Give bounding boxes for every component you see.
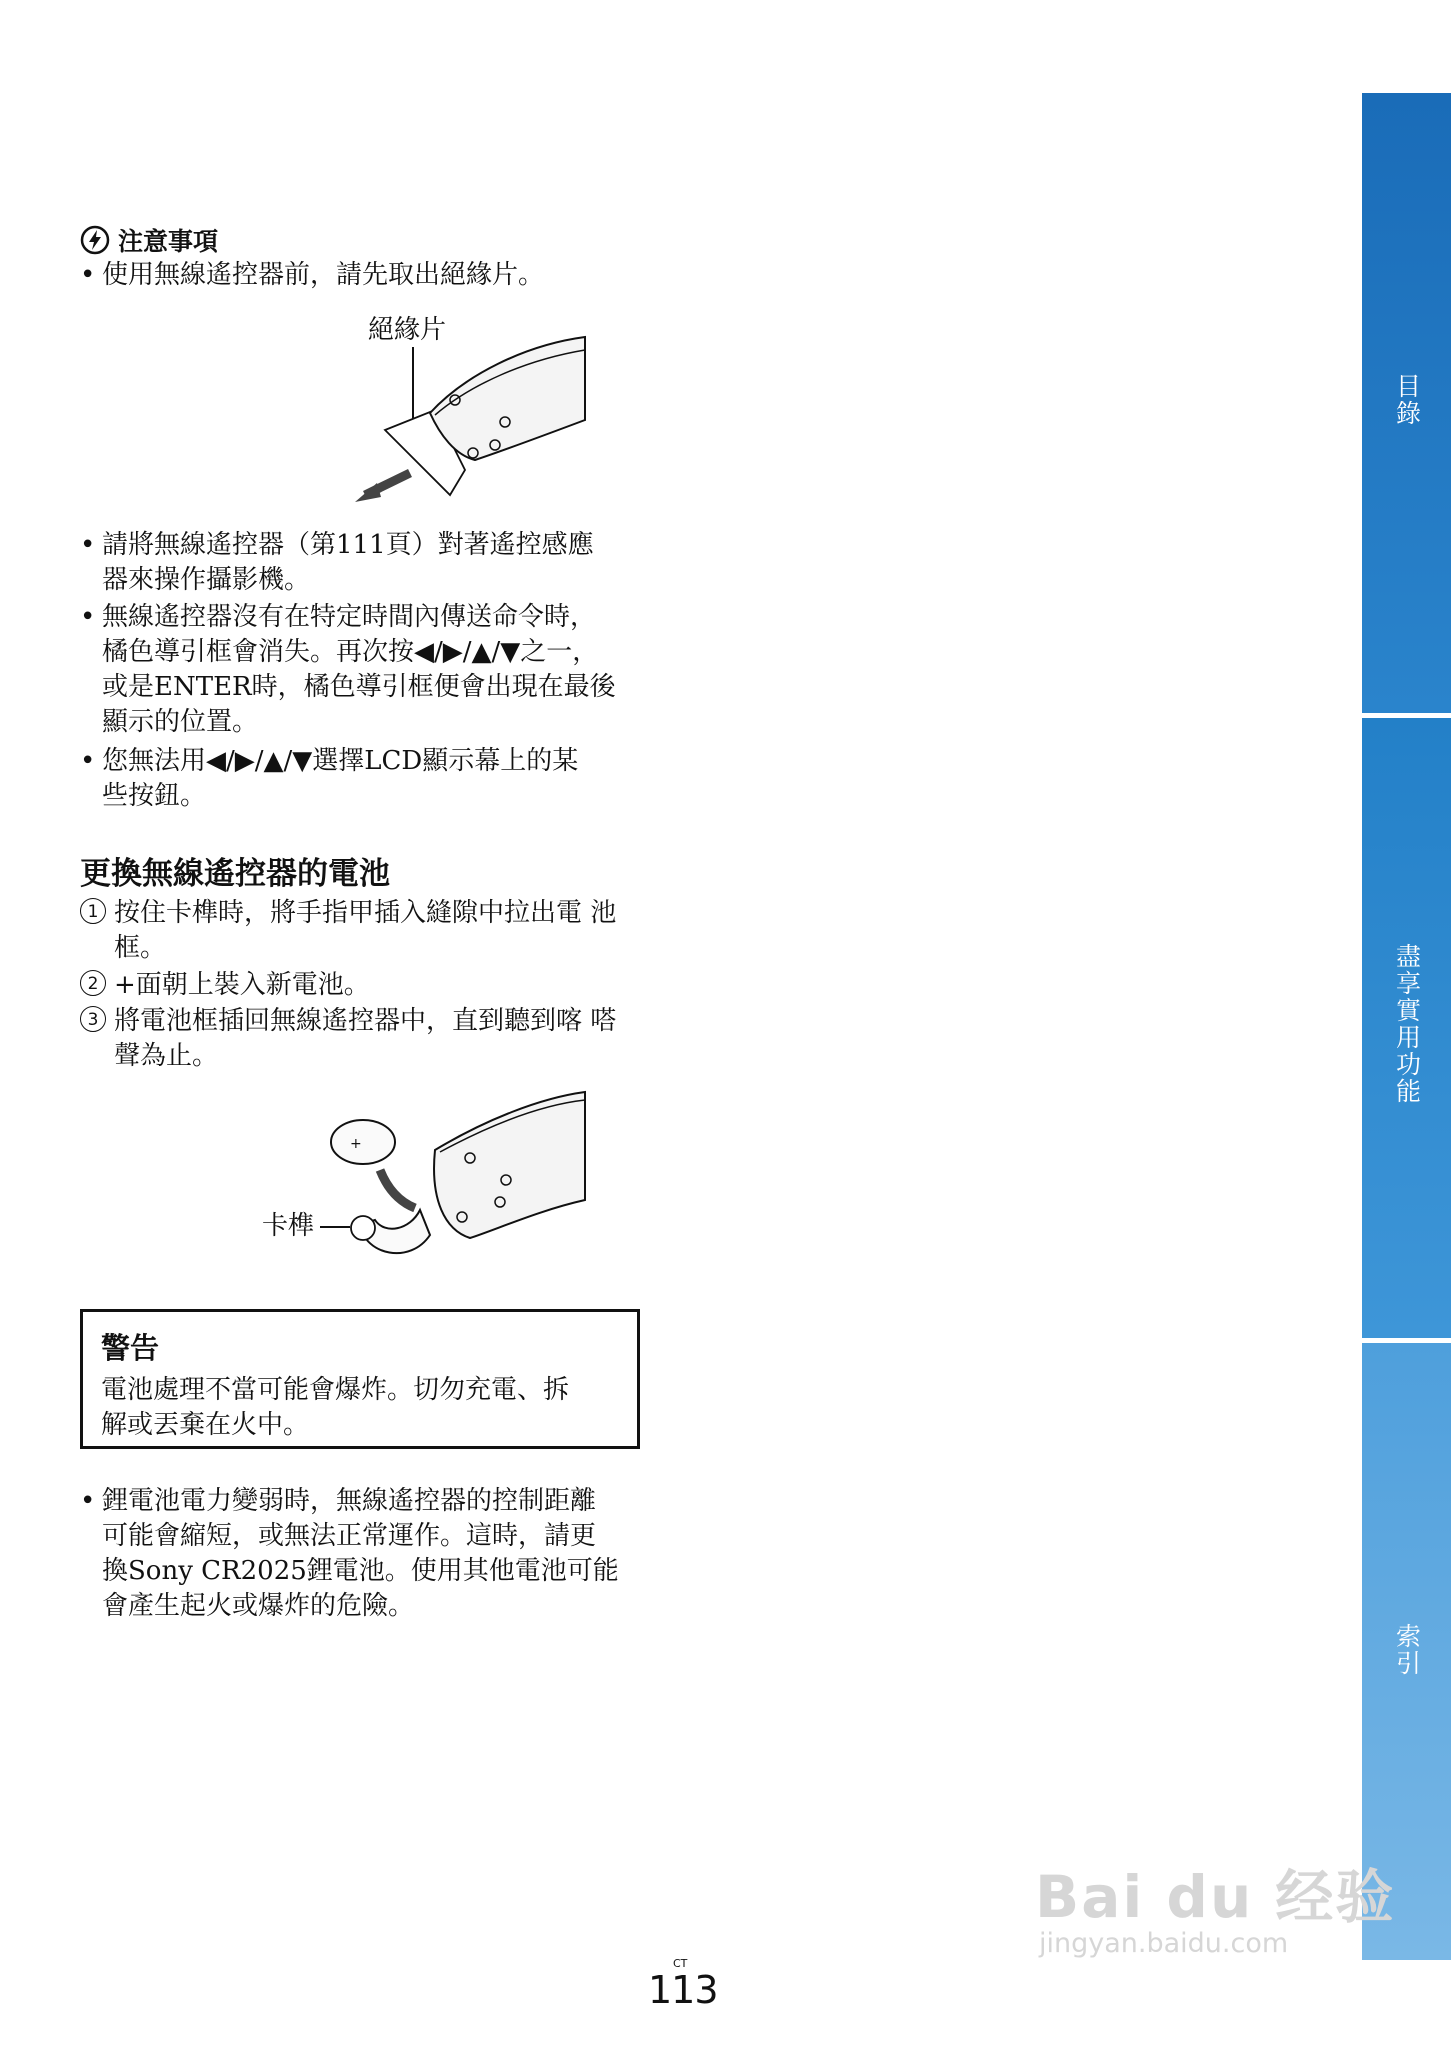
step-2-number: 2: [80, 970, 106, 996]
tab-contents-label: 目錄: [1392, 373, 1422, 427]
step-3: 3 將電池框插回無線遙控器中，直到聽到喀 嗒聲為止。: [80, 1004, 640, 1074]
step-1-number: 1: [80, 898, 106, 924]
tab-index-label: 索引: [1392, 1623, 1422, 1677]
battery-replacement-illustration: [320, 1090, 600, 1265]
caution-intro: • 使用無線遙控器前，請先取出絕緣片。: [80, 260, 545, 290]
caution-bullet-2: • 無線遙控器沒有在特定時間內傳送命令時， 橘色導引框會消失。再次按◀/▶/▲/▼之一， 或是ENTER時，橘色導引框便會出現在最後 顯示的位置。: [80, 602, 616, 737]
tab-features[interactable]: [1362, 718, 1451, 1338]
section-title: 更換無線遙控器的電池: [80, 856, 390, 892]
insulation-sheet-illustration: [355, 335, 595, 505]
svg-text:+: +: [350, 1136, 362, 1152]
latch-label: 卡榫: [262, 1211, 315, 1241]
page-suffix: CT: [673, 1957, 688, 1970]
watermark: [1035, 1850, 1395, 1959]
warning-text-line-1: 電池處理不當可能會爆炸。切勿充電、拆: [101, 1375, 570, 1405]
tab-features-label: 盡享實用功能: [1392, 943, 1422, 1105]
watermark-text: Bai du 经验: [1035, 1863, 1396, 1931]
page-number: 113: [648, 1968, 718, 2012]
step-1: 1 按住卡榫時，將手指甲插入縫隙中拉出電 池框。: [80, 896, 640, 966]
warning-title: 警告: [101, 1331, 160, 1365]
caution-bullet-1: • 請將無線遙控器（第111頁）對著遙控感應 器來操作攝影機。: [80, 530, 594, 595]
tab-contents[interactable]: [1362, 93, 1451, 713]
warning-box: [80, 1309, 640, 1449]
warning-text-line-2: 解或丟棄在火中。: [101, 1410, 310, 1440]
caution-bullet-3: • 您無法用◀/▶/▲/▼選擇LCD顯示幕上的某 些按鈕。: [80, 746, 579, 811]
insulation-sheet-label: 絕緣片: [368, 315, 447, 345]
battery-note-bullet: • 鋰電池電力變弱時，無線遙控器的控制距離 可能會縮短，或無法正常運作。這時，請更 換Sony CR2025鋰電池。使用其他電池可能 會產生起火或爆炸的危險。: [80, 1486, 619, 1621]
caution-title: 注意事項: [118, 227, 219, 256]
caution-icon: [80, 225, 110, 255]
step-2: 2 +面朝上裝入新電池。: [80, 968, 640, 1003]
caution-heading: [80, 222, 218, 258]
step-3-number: 3: [80, 1006, 106, 1032]
watermark-url: jingyan.baidu.com: [1039, 1928, 1289, 1959]
